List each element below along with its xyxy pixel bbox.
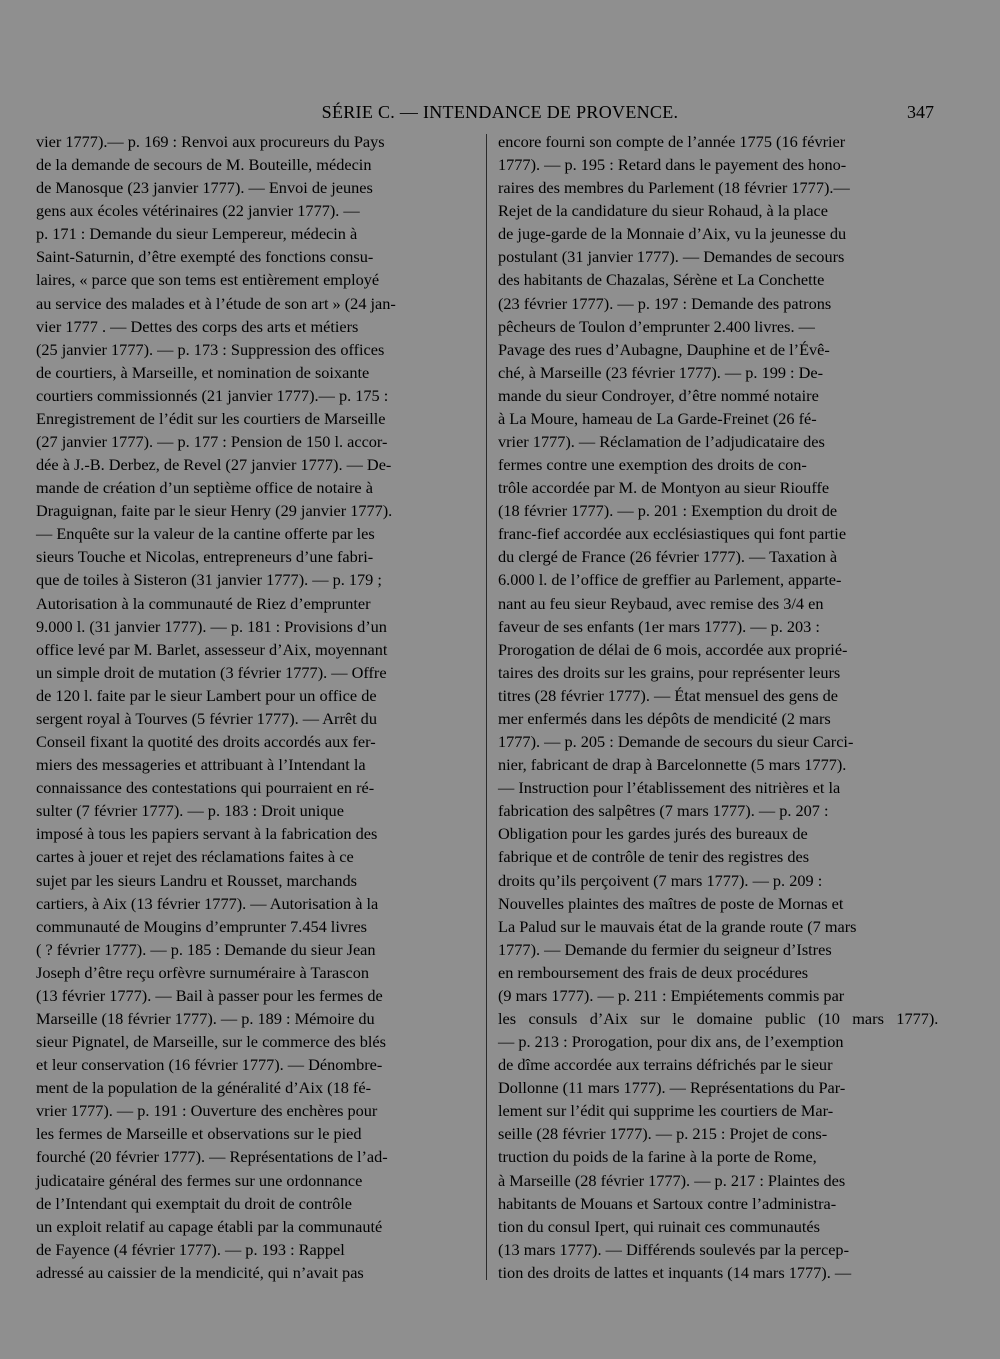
right-column-line: Dollonne (11 mars 1777). — Représentations du Par- xyxy=(498,1078,846,1098)
left-column-line: de Manosque (23 janvier 1777). — Envoi de jeunes xyxy=(36,178,373,198)
right-column-line: 1777). — p. 195 : Retard dans le payement des hono- xyxy=(498,155,847,175)
left-column-line: imposé à tous les papiers servant à la fabrication des xyxy=(36,824,378,844)
left-column-line: — Enquête sur la valeur de la cantine offerte par les xyxy=(36,524,375,544)
left-column-line: (25 janvier 1777). — p. 173 : Suppression des offices xyxy=(36,339,385,359)
left-column-line: de courtiers, à Marseille, et nomination de soixante xyxy=(36,362,370,382)
right-column-line: à La Moure, hameau de La Garde-Freinet (26 fé- xyxy=(498,408,817,428)
left-column-line: sieurs Touche et Nicolas, entrepreneurs d’une fabri- xyxy=(36,547,374,567)
right-column-line: trôle accordée par M. de Montyon au sieur Riouffe xyxy=(498,478,830,498)
left-column-line: de la demande de secours de M. Bouteille, médecin xyxy=(36,155,372,175)
left-column-line: au service des malades et à l’étude de son art » (24 jan- xyxy=(36,293,396,313)
right-column-line: mande du sieur Condroyer, d’être nommé notaire xyxy=(498,385,819,405)
right-column-line: de dîme accordée aux terrains défrichés par le sieur xyxy=(498,1055,833,1075)
right-column-line: mer enfermés dans les dépôts de mendicité (2 mars xyxy=(498,708,831,728)
right-column-line: faveur de ses enfants (1er mars 1777). — p. 203 : xyxy=(498,616,820,636)
right-column-line: de juge-garde de la Monnaie d’Aix, vu la jeunesse du xyxy=(498,224,847,244)
left-column-line: adressé au caissier de la mendicité, qui n’avait pas xyxy=(36,1262,364,1282)
right-column-line: — Instruction pour l’établissement des nitrières et la xyxy=(498,778,841,798)
right-column-line: les consuls d’Aix sur le domaine public (10 mars 1777). xyxy=(498,1008,939,1028)
right-column-line: 1777). — Demande du fermier du seigneur d’Istres xyxy=(498,939,832,959)
left-column-line: gens aux écoles vétérinaires (22 janvier 1777). — xyxy=(36,201,360,221)
column-divider xyxy=(486,134,487,1280)
left-column-line: mande de création d’un septième office de notaire à xyxy=(36,478,373,498)
right-column-line: Nouvelles plaintes des maîtres de poste de Mornas et xyxy=(498,893,844,913)
right-column-line: Rejet de la candidature du sieur Rohaud, à la place xyxy=(498,201,829,221)
running-title: SÉRIE C. — INTENDANCE DE PROVENCE. xyxy=(321,102,679,122)
left-column xyxy=(36,130,476,1284)
right-column-line: 1777). — p. 205 : Demande de secours du sieur Carci- xyxy=(498,732,854,752)
right-column-line: tion des droits de lattes et inquants (14 mars 1777). — xyxy=(498,1262,852,1282)
left-column-line: sulter (7 février 1777). — p. 183 : Droit unique xyxy=(36,801,344,821)
left-column-line: office levé par M. Barlet, assesseur d’Aix, moyennant xyxy=(36,639,388,659)
right-column-line: (18 février 1777). — p. 201 : Exemption du droit de xyxy=(498,501,838,521)
left-column-line: p. 171 : Demande du sieur Lempereur, médecin à xyxy=(36,224,358,244)
left-column-line: judicataire général des fermes sur une ordonnance xyxy=(36,1170,363,1190)
left-column-line: laires, « parce que son tems est entièrement employé xyxy=(36,270,380,290)
left-column-line: sergent royal à Tourves (5 février 1777). — Arrêt du xyxy=(36,708,377,728)
right-column-line: Obligation pour les gardes jurés des bureaux de xyxy=(498,824,808,844)
right-column-line: nier, fabricant de drap à Barcelonnette (5 mars 1777). xyxy=(498,755,847,775)
left-column-line: Marseille (18 février 1777). — p. 189 : Mémoire du xyxy=(36,1008,375,1028)
right-column xyxy=(498,130,938,1284)
left-column-line: sujet par les sieurs Landru et Rousset, marchands xyxy=(36,870,358,890)
left-column-line: fourché (20 février 1777). — Représentations de l’ad- xyxy=(36,1147,388,1167)
right-column-line: 6.000 l. de l’office de greffier au Parlement, apparte- xyxy=(498,570,842,590)
right-column-line: des habitants de Chazalas, Sérène et La Conchette xyxy=(498,270,825,290)
left-column-line: un simple droit de mutation (3 février 1777). — Offre xyxy=(36,662,387,682)
right-column-line: truction du poids de la farine à la porte de Rome, xyxy=(498,1147,817,1167)
left-column-line: 9.000 l. (31 janvier 1777). — p. 181 : Provisions d’un xyxy=(36,616,387,636)
left-column-line: vier 1777 . — Dettes des corps des arts et métiers xyxy=(36,316,359,336)
left-column-line: (27 janvier 1777). — p. 177 : Pension de 150 l. accor- xyxy=(36,432,388,452)
left-column-line: Conseil fixant la quotité des droits accordés aux fer- xyxy=(36,732,376,752)
left-column-line: communauté de Mougins d’emprunter 7.454 livres xyxy=(36,916,367,936)
right-column-line: (9 mars 1777). — p. 211 : Empiétements commis par xyxy=(498,985,845,1005)
left-column-line: dée à J.-B. Derbez, de Revel (27 janvier 1777). — De- xyxy=(36,455,392,475)
right-column-line: — p. 213 : Prorogation, pour dix ans, de l’exemption xyxy=(498,1032,844,1052)
left-column-line: et leur conservation (16 février 1777). — Dénombre- xyxy=(36,1055,383,1075)
right-column-line: en remboursement des frais de deux procédures xyxy=(498,962,809,982)
right-column-line: Pavage des rues d’Aubagne, Dauphine et de l’Évê- xyxy=(498,339,830,359)
right-column-line: Prorogation de délai de 6 mois, accordée aux proprié- xyxy=(498,639,848,659)
left-column-line: cartiers, à Aix (13 février 1777). — Autorisation à la xyxy=(36,893,379,913)
right-column-line: (13 mars 1777). — Différends soulevés par la percep- xyxy=(498,1239,849,1259)
right-column-line: lement sur l’édit qui supprime les courtiers de Mar- xyxy=(498,1101,834,1121)
left-column-line: ( ? février 1777). — p. 185 : Demande du sieur Jean xyxy=(36,939,376,959)
left-column-line: vrier 1777). — p. 191 : Ouverture des enchères pour xyxy=(36,1101,378,1121)
right-column-line: habitants de Mouans et Sartoux contre l’administra- xyxy=(498,1193,837,1213)
right-column-line: franc-fief accordée aux ecclésiastiques qui font partie xyxy=(498,524,847,544)
right-column-line: La Palud sur le mauvais état de la grande route (7 mars xyxy=(498,916,857,936)
right-column-line: pêcheurs de Toulon d’emprunter 2.400 livres. — xyxy=(498,316,815,336)
right-column-line: nant au feu sieur Reybaud, avec remise des 3/4 en xyxy=(498,593,824,613)
right-column-line: postulant (31 janvier 1777). — Demandes de secours xyxy=(498,247,845,267)
left-column-line: Draguignan, faite par le sieur Henry (29 janvier 1777). xyxy=(36,501,393,521)
right-column-line: encore fourni son compte de l’année 1775 (16 février xyxy=(498,132,846,151)
left-column-line: cartes à jouer et rejet des réclamations faites à ce xyxy=(36,847,354,867)
left-column-line: miers des messageries et attribuant à l’Intendant la xyxy=(36,755,366,775)
right-column-line: tion du consul Ipert, qui ruinait ces communautés xyxy=(498,1216,820,1236)
right-column-line: (23 février 1777). — p. 197 : Demande des patrons xyxy=(498,293,832,313)
right-column-line: fabrique et de contrôle de tenir des registres des xyxy=(498,847,810,867)
right-column-line: raires des membres du Parlement (18 février 1777).— xyxy=(498,178,850,198)
page-header xyxy=(0,102,1000,128)
left-column-line: Saint-Saturnin, d’être exempté des fonctions consu- xyxy=(36,247,374,267)
left-column-line: Enregistrement de l’édit sur les courtiers de Marseille xyxy=(36,408,386,428)
left-column-line: sieur Pignatel, de Marseille, sur le commerce des blés xyxy=(36,1032,386,1052)
right-column-line: fermes contre une exemption des droits de con- xyxy=(498,455,807,475)
left-column-line: (13 février 1777). — Bail à passer pour les fermes de xyxy=(36,985,383,1005)
left-column-line: que de toiles à Sisteron (31 janvier 1777). — p. 179 ; xyxy=(36,570,382,590)
left-column-line: de l’Intendant qui exemptait du droit de contrôle xyxy=(36,1193,353,1213)
left-column-line: de Fayence (4 février 1777). — p. 193 : Rappel xyxy=(36,1239,345,1259)
left-column-line: Joseph d’être reçu orfèvre surnuméraire à Tarascon xyxy=(36,962,370,982)
right-column-line: ché, à Marseille (23 février 1777). — p. 199 : De- xyxy=(498,362,824,382)
right-column-line: seille (28 février 1777). — p. 215 : Projet de cons- xyxy=(498,1124,828,1144)
left-column-line: les fermes de Marseille et observations sur le pied xyxy=(36,1124,362,1144)
right-column-line: fabrication des salpêtres (7 mars 1777). — p. 207 : xyxy=(498,801,829,821)
right-column-line: vrier 1777). — Réclamation de l’adjudicataire des xyxy=(498,432,825,452)
page-number: 347 xyxy=(907,102,934,122)
left-column-line: courtiers commissionnés (21 janvier 1777).— p. 175 : xyxy=(36,385,389,405)
right-column-line: du clergé de France (26 février 1777). — Taxation à xyxy=(498,547,838,567)
left-column-line: un exploit relatif au capage établi par la communauté xyxy=(36,1216,383,1236)
left-column-line: ment de la population de la généralité d’Aix (18 fé- xyxy=(36,1078,371,1098)
right-column-line: droits qu’ils perçoivent (7 mars 1777). — p. 209 : xyxy=(498,870,823,890)
left-column-line: vier 1777).— p. 169 : Renvoi aux procureurs du Pays xyxy=(36,132,385,151)
right-column-line: taires des droits sur les grains, pour représenter leurs xyxy=(498,662,841,682)
right-column-line: titres (28 février 1777). — État mensuel des gens de xyxy=(498,685,838,705)
right-column-line: à Marseille (28 février 1777). — p. 217 : Plaintes des xyxy=(498,1170,846,1190)
left-column-line: Autorisation à la communauté de Riez d’emprunter xyxy=(36,593,371,613)
left-column-line: connaissance des contestations qui pourraient en ré- xyxy=(36,778,375,798)
left-column-line: de 120 l. faite par le sieur Lambert pour un office de xyxy=(36,685,377,705)
